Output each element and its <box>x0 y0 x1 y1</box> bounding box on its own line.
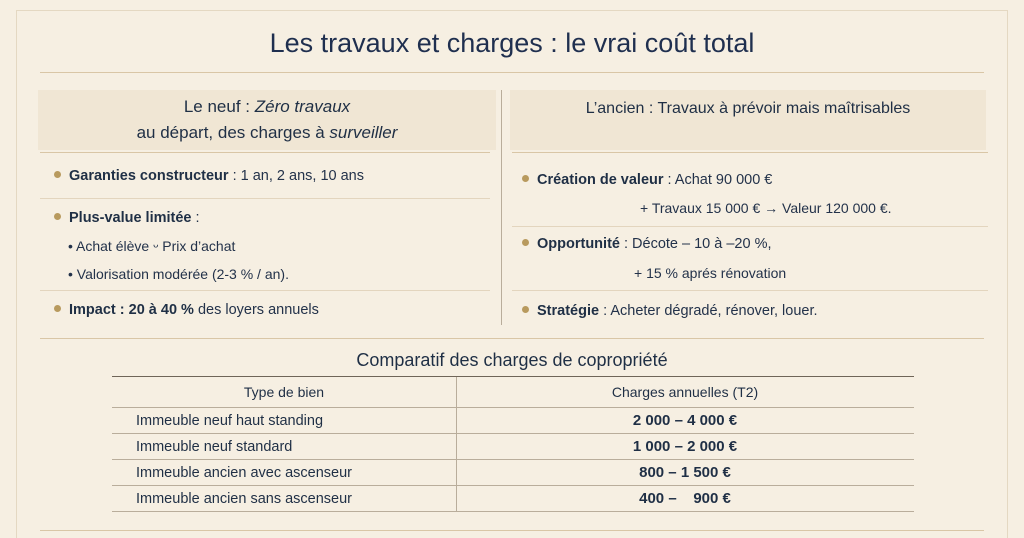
table-cell-charges: 2 000 – 4 000 € <box>632 412 738 429</box>
item-strategie <box>522 303 818 319</box>
sub-achat-text: • Achat élève <box>68 238 150 254</box>
table-column-divider <box>456 486 457 511</box>
table-header-charges: Charges annuelles (T2) <box>611 384 759 400</box>
bullet-icon <box>522 175 529 182</box>
page-title: Les travaux et charges : le vrai coût total <box>269 28 755 58</box>
bullet-icon <box>54 305 61 312</box>
plusvalue-text: : <box>191 210 200 226</box>
charges-table <box>112 376 914 512</box>
bullet-icon <box>54 213 61 220</box>
table-row <box>112 460 914 486</box>
opportunite-line2: + 15 % aprés rénovation <box>634 265 787 281</box>
impact-value: : 20 à 40 % <box>115 302 194 318</box>
left-heading-prefix: Le neuf : <box>183 97 250 116</box>
table-column-divider <box>456 460 457 485</box>
left-heading-line2-italic: surveiller <box>329 123 398 142</box>
bottom-divider <box>40 530 984 531</box>
table-cell-charges: 800 – 1 500 € <box>639 464 731 481</box>
table-column-divider <box>456 434 457 459</box>
table-cell-charges: 400 – 900 € <box>639 490 731 507</box>
right-heading-divider <box>512 152 988 153</box>
table-row <box>112 408 914 434</box>
left-heading-line2-prefix: au départ, des charges à <box>136 123 325 142</box>
right-column-heading: L’ancien : Travaux à prévoir mais maîtrisables <box>585 100 911 117</box>
garanties-label: Garanties constructeur <box>69 168 229 184</box>
bullet-icon <box>54 171 61 178</box>
right-item-divider-2 <box>512 290 988 291</box>
title-divider <box>40 72 984 73</box>
strategie-text: : Acheter dégradé, rénover, louer. <box>599 303 818 319</box>
table-cell-type: Immeuble neuf haut standing <box>136 412 324 429</box>
table-row <box>112 486 914 512</box>
table-cell-type: Immeuble ancien sans ascenseur <box>136 490 353 507</box>
table-header-row <box>112 376 914 408</box>
creation-text: : Achat 90 000 € <box>663 172 773 188</box>
table-cell-type: Immeuble neuf standard <box>136 438 293 455</box>
section-divider <box>40 338 984 339</box>
table-header-type: Type de bien <box>243 384 325 400</box>
opportunite-text: : Décote – 10 à –20 %, <box>619 236 772 252</box>
opportunite-label: Opportunité <box>537 236 620 252</box>
item-impact <box>54 302 319 318</box>
strategie-label: Stratégie <box>537 303 600 319</box>
sub-valorisation: • Valorisation modérée (2-3 % / an). <box>68 266 289 282</box>
item-plusvalue <box>54 210 200 226</box>
table-cell-charges: 1 000 – 2 000 € <box>632 438 738 455</box>
left-heading-divider <box>40 152 490 153</box>
sub-achat-extra: ᵕ Prix d’achat <box>153 238 236 254</box>
right-item-divider-1 <box>512 226 988 227</box>
item-opportunite <box>522 236 772 252</box>
column-divider <box>501 90 502 325</box>
right-column-header-bg <box>510 90 986 150</box>
bullet-icon <box>522 306 529 313</box>
creation-line2: + Travaux 15 000 € → Valeur 120 000 €. <box>640 200 892 216</box>
sub-achat <box>68 238 235 254</box>
left-item-divider-2 <box>40 290 490 291</box>
item-creation <box>522 172 772 188</box>
impact-label: Impact <box>69 302 116 318</box>
table-cell-type: Immeuble ancien avec ascenseur <box>136 464 353 481</box>
garanties-text: : 1 an, 2 ans, 10 ans <box>228 168 364 184</box>
left-item-divider-1 <box>40 198 490 199</box>
table-row <box>112 434 914 460</box>
table-column-divider <box>456 377 457 407</box>
creation-label: Création de valeur <box>537 172 664 188</box>
left-column-heading <box>38 94 496 146</box>
bullet-icon <box>522 239 529 246</box>
table-title: Comparatif des charges de copropriété <box>356 350 668 370</box>
item-garanties <box>54 168 364 184</box>
plusvalue-label: Plus-value limitée <box>69 210 192 226</box>
table-column-divider <box>456 408 457 433</box>
impact-text: des loyers annuels <box>193 302 319 318</box>
left-heading-italic: Zéro travaux <box>254 97 351 116</box>
